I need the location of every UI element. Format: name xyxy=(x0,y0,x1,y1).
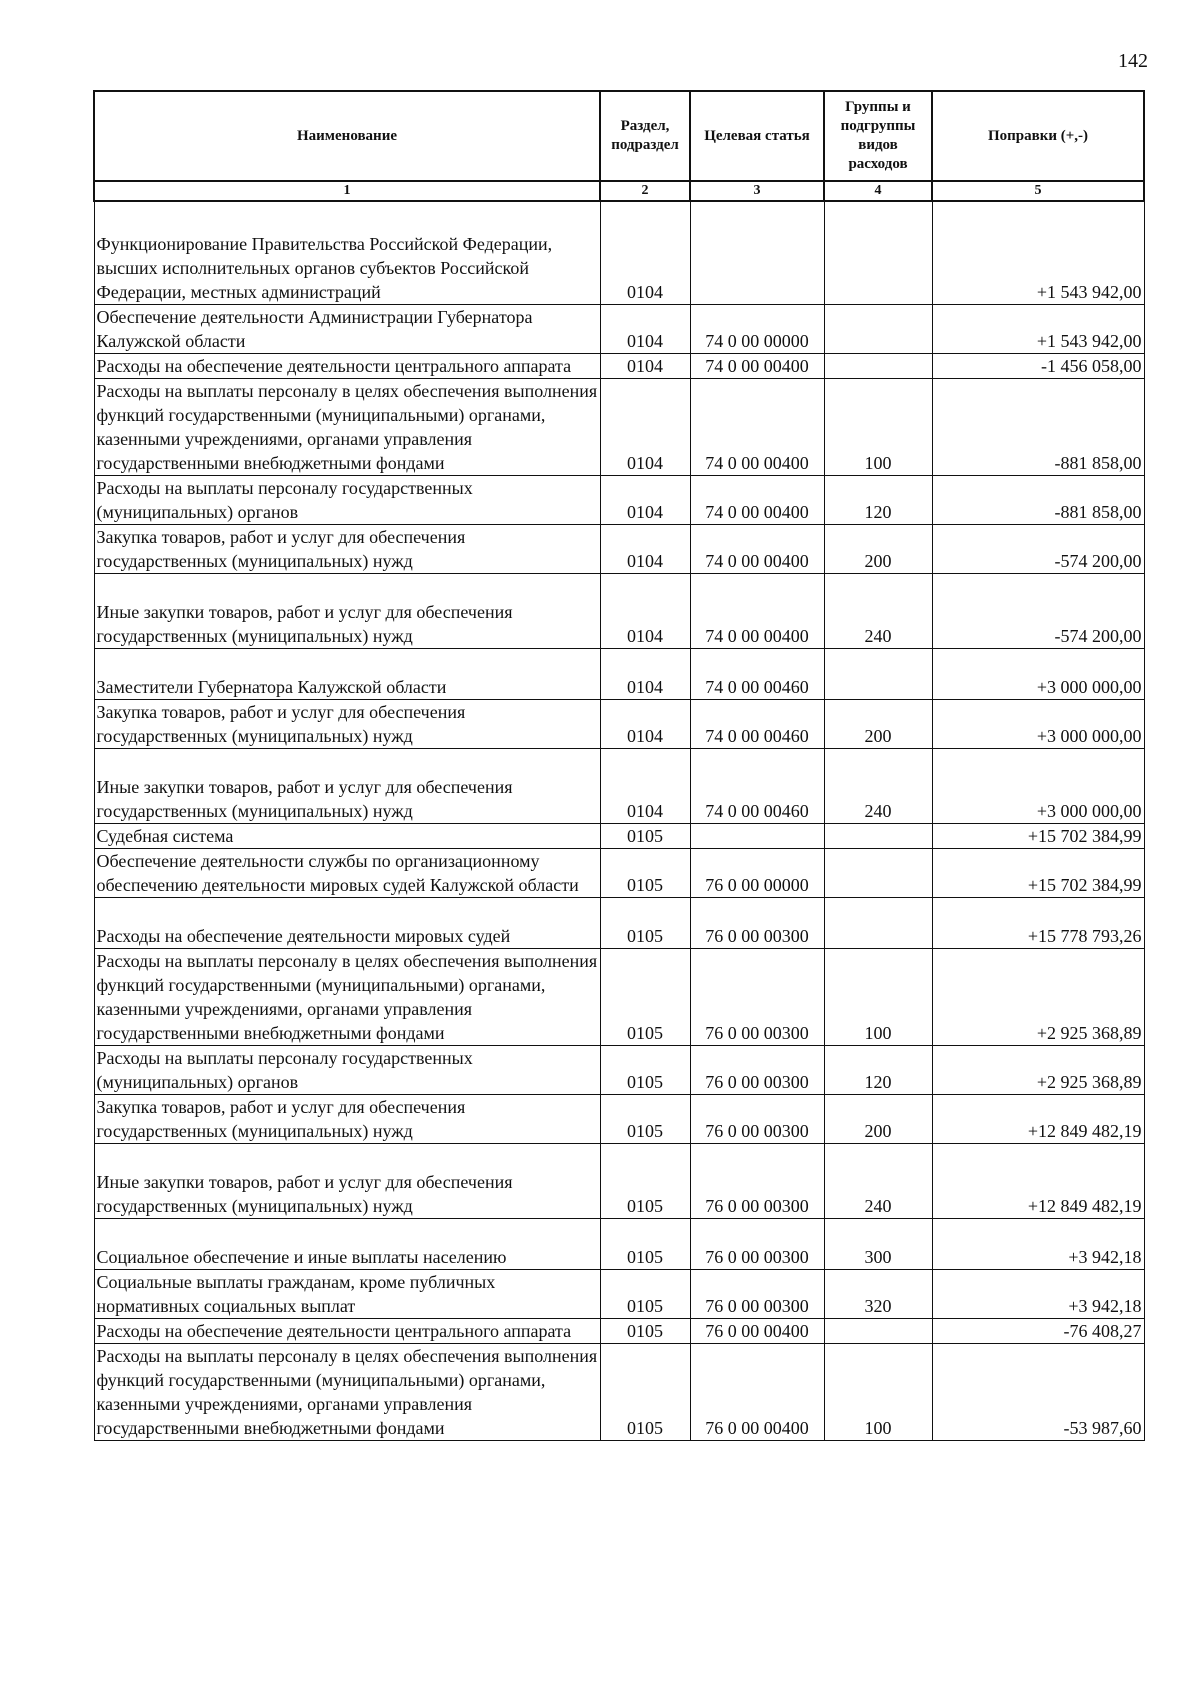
row-name: Социальное обеспечение и иные выплаты населению xyxy=(94,1219,600,1270)
row-name: Расходы на выплаты персоналу в целях обеспечения выполнения функций государственными (муниципальными) органами, казенными учреждениями, органами управления государственными внебюджетными фондами xyxy=(94,949,600,1046)
row-section: 0105 xyxy=(600,898,690,949)
row-target: 74 0 00 00400 xyxy=(690,574,824,649)
row-amount: +12 849 482,19 xyxy=(932,1144,1144,1219)
row-name: Расходы на выплаты персоналу в целях обеспечения выполнения функций государственными (муниципальными) органами, казенными учреждениями, органами управления государственными внебюджетными фондами xyxy=(94,379,600,476)
row-target: 76 0 00 00300 xyxy=(690,1046,824,1095)
row-amount: +3 000 000,00 xyxy=(932,749,1144,824)
header-name: Наименование xyxy=(94,91,600,181)
row-amount: +3 942,18 xyxy=(932,1219,1144,1270)
row-amount: +3 000 000,00 xyxy=(932,649,1144,700)
table-row xyxy=(94,379,1144,476)
row-amount: -76 408,27 xyxy=(932,1319,1144,1344)
row-group xyxy=(824,201,932,305)
row-name: Расходы на выплаты персоналу в целях обеспечения выполнения функций государственными (муниципальными) органами, казенными учреждениями, органами управления государственными внебюджетными фондами xyxy=(94,1344,600,1441)
row-group: 320 xyxy=(824,1270,932,1319)
row-name: Закупка товаров, работ и услуг для обеспечения государственных (муниципальных) нужд xyxy=(94,700,600,749)
row-name: Иные закупки товаров, работ и услуг для обеспечения государственных (муниципальных) нужд xyxy=(94,1144,600,1219)
row-target: 76 0 00 00300 xyxy=(690,1219,824,1270)
row-target: 76 0 00 00300 xyxy=(690,1144,824,1219)
table-row xyxy=(94,1144,1144,1219)
row-section: 0105 xyxy=(600,824,690,849)
row-name: Социальные выплаты гражданам, кроме публичных нормативных социальных выплат xyxy=(94,1270,600,1319)
row-name: Расходы на обеспечение деятельности центрального аппарата xyxy=(94,354,600,379)
row-group: 240 xyxy=(824,574,932,649)
row-target: 76 0 00 00400 xyxy=(690,1319,824,1344)
row-group: 120 xyxy=(824,476,932,525)
row-amount: +1 543 942,00 xyxy=(932,305,1144,354)
row-section: 0104 xyxy=(600,749,690,824)
row-name: Иные закупки товаров, работ и услуг для обеспечения государственных (муниципальных) нужд xyxy=(94,574,600,649)
table-row xyxy=(94,476,1144,525)
header-group: Группы и подгруппы видов расходов xyxy=(824,91,932,181)
header-target: Целевая статья xyxy=(690,91,824,181)
row-group: 200 xyxy=(824,1095,932,1144)
row-target: 76 0 00 00000 xyxy=(690,849,824,898)
table-row xyxy=(94,1095,1144,1144)
table-row xyxy=(94,700,1144,749)
table-row xyxy=(94,1270,1144,1319)
column-number: 1 xyxy=(94,181,600,201)
row-amount: +15 778 793,26 xyxy=(932,898,1144,949)
row-name: Функционирование Правительства Российской Федерации, высших исполнительных органов субъектов Российской Федерации, местных администраций xyxy=(94,201,600,305)
row-target xyxy=(690,201,824,305)
row-group: 100 xyxy=(824,379,932,476)
row-target: 74 0 00 00400 xyxy=(690,354,824,379)
row-group: 240 xyxy=(824,749,932,824)
header-amount: Поправки (+,-) xyxy=(932,91,1144,181)
table-row xyxy=(94,574,1144,649)
table-row xyxy=(94,749,1144,824)
row-amount: -881 858,00 xyxy=(932,379,1144,476)
row-section: 0104 xyxy=(600,476,690,525)
row-amount: +3 942,18 xyxy=(932,1270,1144,1319)
row-target: 74 0 00 00400 xyxy=(690,525,824,574)
row-amount: -881 858,00 xyxy=(932,476,1144,525)
page-number: 142 xyxy=(1118,50,1148,72)
row-group: 100 xyxy=(824,949,932,1046)
row-group xyxy=(824,898,932,949)
row-name: Расходы на обеспечение деятельности мировых судей xyxy=(94,898,600,949)
row-target: 76 0 00 00400 xyxy=(690,1344,824,1441)
budget-amendments-table xyxy=(93,90,1145,1441)
row-target: 74 0 00 00460 xyxy=(690,649,824,700)
row-group: 120 xyxy=(824,1046,932,1095)
row-amount: -1 456 058,00 xyxy=(932,354,1144,379)
row-group xyxy=(824,649,932,700)
row-section: 0105 xyxy=(600,949,690,1046)
row-amount: +12 849 482,19 xyxy=(932,1095,1144,1144)
table-row xyxy=(94,525,1144,574)
table-row xyxy=(94,1344,1144,1441)
row-section: 0104 xyxy=(600,525,690,574)
row-name: Расходы на выплаты персоналу государственных (муниципальных) органов xyxy=(94,476,600,525)
row-group xyxy=(824,354,932,379)
row-target: 76 0 00 00300 xyxy=(690,1270,824,1319)
row-section: 0104 xyxy=(600,379,690,476)
row-section: 0104 xyxy=(600,305,690,354)
row-section: 0105 xyxy=(600,1219,690,1270)
table-row xyxy=(94,1046,1144,1095)
row-name: Обеспечение деятельности службы по организационному обеспечению деятельности мировых судей Калужской области xyxy=(94,849,600,898)
row-target: 74 0 00 00460 xyxy=(690,749,824,824)
row-section: 0104 xyxy=(600,574,690,649)
row-target: 74 0 00 00000 xyxy=(690,305,824,354)
table-row xyxy=(94,898,1144,949)
row-name: Расходы на выплаты персоналу государственных (муниципальных) органов xyxy=(94,1046,600,1095)
row-group: 300 xyxy=(824,1219,932,1270)
row-group: 200 xyxy=(824,525,932,574)
row-section: 0105 xyxy=(600,1144,690,1219)
row-section: 0105 xyxy=(600,849,690,898)
row-section: 0105 xyxy=(600,1344,690,1441)
column-number: 3 xyxy=(690,181,824,201)
row-amount: +1 543 942,00 xyxy=(932,201,1144,305)
row-name: Обеспечение деятельности Администрации Губернатора Калужской области xyxy=(94,305,600,354)
table-row xyxy=(94,354,1144,379)
row-section: 0105 xyxy=(600,1095,690,1144)
row-amount: -574 200,00 xyxy=(932,574,1144,649)
row-name: Закупка товаров, работ и услуг для обеспечения государственных (муниципальных) нужд xyxy=(94,525,600,574)
table-row xyxy=(94,649,1144,700)
row-group: 200 xyxy=(824,700,932,749)
row-section: 0104 xyxy=(600,649,690,700)
table-row xyxy=(94,201,1144,305)
row-section: 0105 xyxy=(600,1319,690,1344)
table-row xyxy=(94,1319,1144,1344)
table-row xyxy=(94,849,1144,898)
row-group xyxy=(824,849,932,898)
row-name: Расходы на обеспечение деятельности центрального аппарата xyxy=(94,1319,600,1344)
row-group xyxy=(824,824,932,849)
row-amount: +3 000 000,00 xyxy=(932,700,1144,749)
row-group xyxy=(824,1319,932,1344)
row-group: 100 xyxy=(824,1344,932,1441)
row-section: 0104 xyxy=(600,201,690,305)
column-number: 5 xyxy=(932,181,1144,201)
row-amount: +15 702 384,99 xyxy=(932,824,1144,849)
row-name: Заместители Губернатора Калужской области xyxy=(94,649,600,700)
row-section: 0104 xyxy=(600,354,690,379)
column-numbers-row xyxy=(94,181,1144,201)
row-amount: +15 702 384,99 xyxy=(932,849,1144,898)
row-name: Иные закупки товаров, работ и услуг для обеспечения государственных (муниципальных) нужд xyxy=(94,749,600,824)
table-row xyxy=(94,949,1144,1046)
row-target xyxy=(690,824,824,849)
table-row xyxy=(94,1219,1144,1270)
row-target: 74 0 00 00400 xyxy=(690,476,824,525)
row-amount: +2 925 368,89 xyxy=(932,949,1144,1046)
row-target: 76 0 00 00300 xyxy=(690,949,824,1046)
row-amount: -53 987,60 xyxy=(932,1344,1144,1441)
row-target: 76 0 00 00300 xyxy=(690,1095,824,1144)
row-name: Судебная система xyxy=(94,824,600,849)
column-number: 4 xyxy=(824,181,932,201)
row-name: Закупка товаров, работ и услуг для обеспечения государственных (муниципальных) нужд xyxy=(94,1095,600,1144)
row-target: 74 0 00 00460 xyxy=(690,700,824,749)
row-target: 74 0 00 00400 xyxy=(690,379,824,476)
table-row xyxy=(94,824,1144,849)
column-number: 2 xyxy=(600,181,690,201)
row-section: 0104 xyxy=(600,700,690,749)
row-group xyxy=(824,305,932,354)
header-section: Раздел, подраздел xyxy=(600,91,690,181)
row-amount: +2 925 368,89 xyxy=(932,1046,1144,1095)
header-row xyxy=(94,91,1144,181)
row-amount: -574 200,00 xyxy=(932,525,1144,574)
row-section: 0105 xyxy=(600,1270,690,1319)
row-group: 240 xyxy=(824,1144,932,1219)
row-target: 76 0 00 00300 xyxy=(690,898,824,949)
row-section: 0105 xyxy=(600,1046,690,1095)
table-row xyxy=(94,305,1144,354)
